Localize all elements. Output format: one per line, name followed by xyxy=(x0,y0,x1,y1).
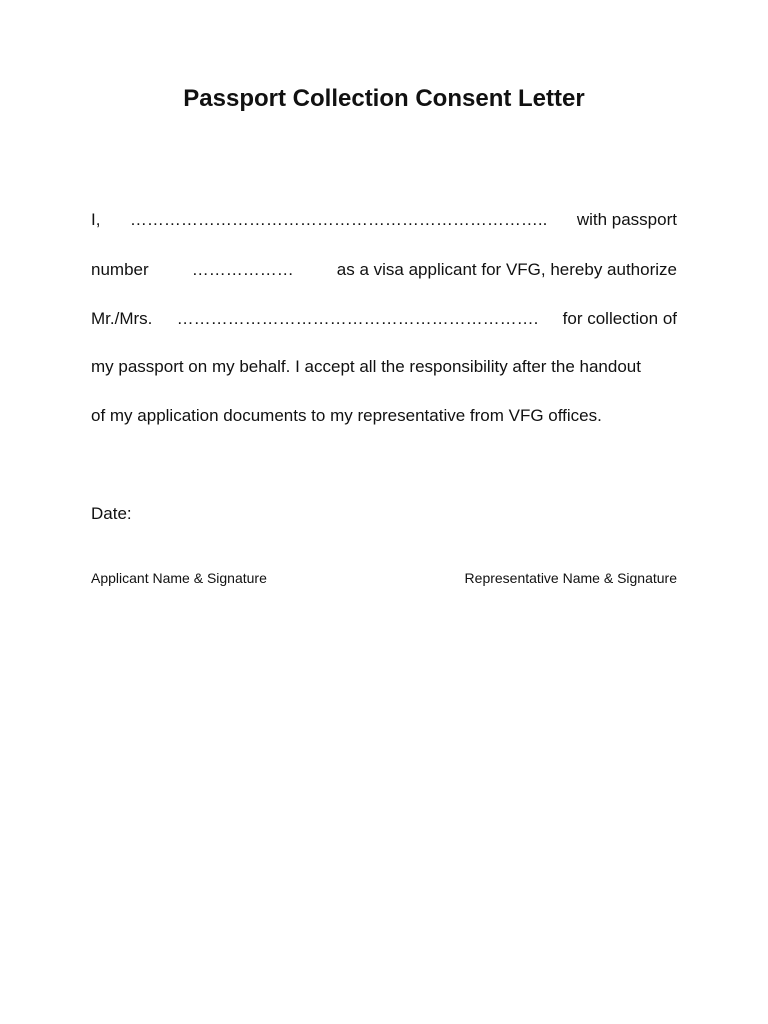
passport-number-blank: ……………… xyxy=(191,260,294,279)
line1-suffix: with passport xyxy=(576,210,677,229)
paragraph-line-5: of my application documents to my representative from VFG offices. xyxy=(91,406,602,425)
line2-suffix: as a visa applicant for VFG, hereby authorize xyxy=(336,260,677,279)
representative-signature-label: Representative Name & Signature xyxy=(464,570,677,586)
line3-prefix: Mr./Mrs. xyxy=(91,309,153,328)
line1-prefix: I, xyxy=(91,210,101,229)
representative-name-blank: ………………………………………………………. xyxy=(176,309,539,328)
applicant-name-blank: ……………………………………………………………….. xyxy=(129,210,548,229)
paragraph-line-3 xyxy=(91,308,677,330)
date-label: Date: xyxy=(91,504,132,523)
paragraph-line-4: my passport on my behalf. I accept all the responsibility after the handout xyxy=(91,357,641,376)
applicant-signature-label: Applicant Name & Signature xyxy=(91,570,267,586)
paragraph-line-2 xyxy=(91,259,677,281)
line2-prefix: number xyxy=(91,260,149,279)
page-title: Passport Collection Consent Letter xyxy=(183,85,585,112)
line3-suffix: for collection of xyxy=(562,309,677,328)
paragraph-line-1 xyxy=(91,209,677,231)
